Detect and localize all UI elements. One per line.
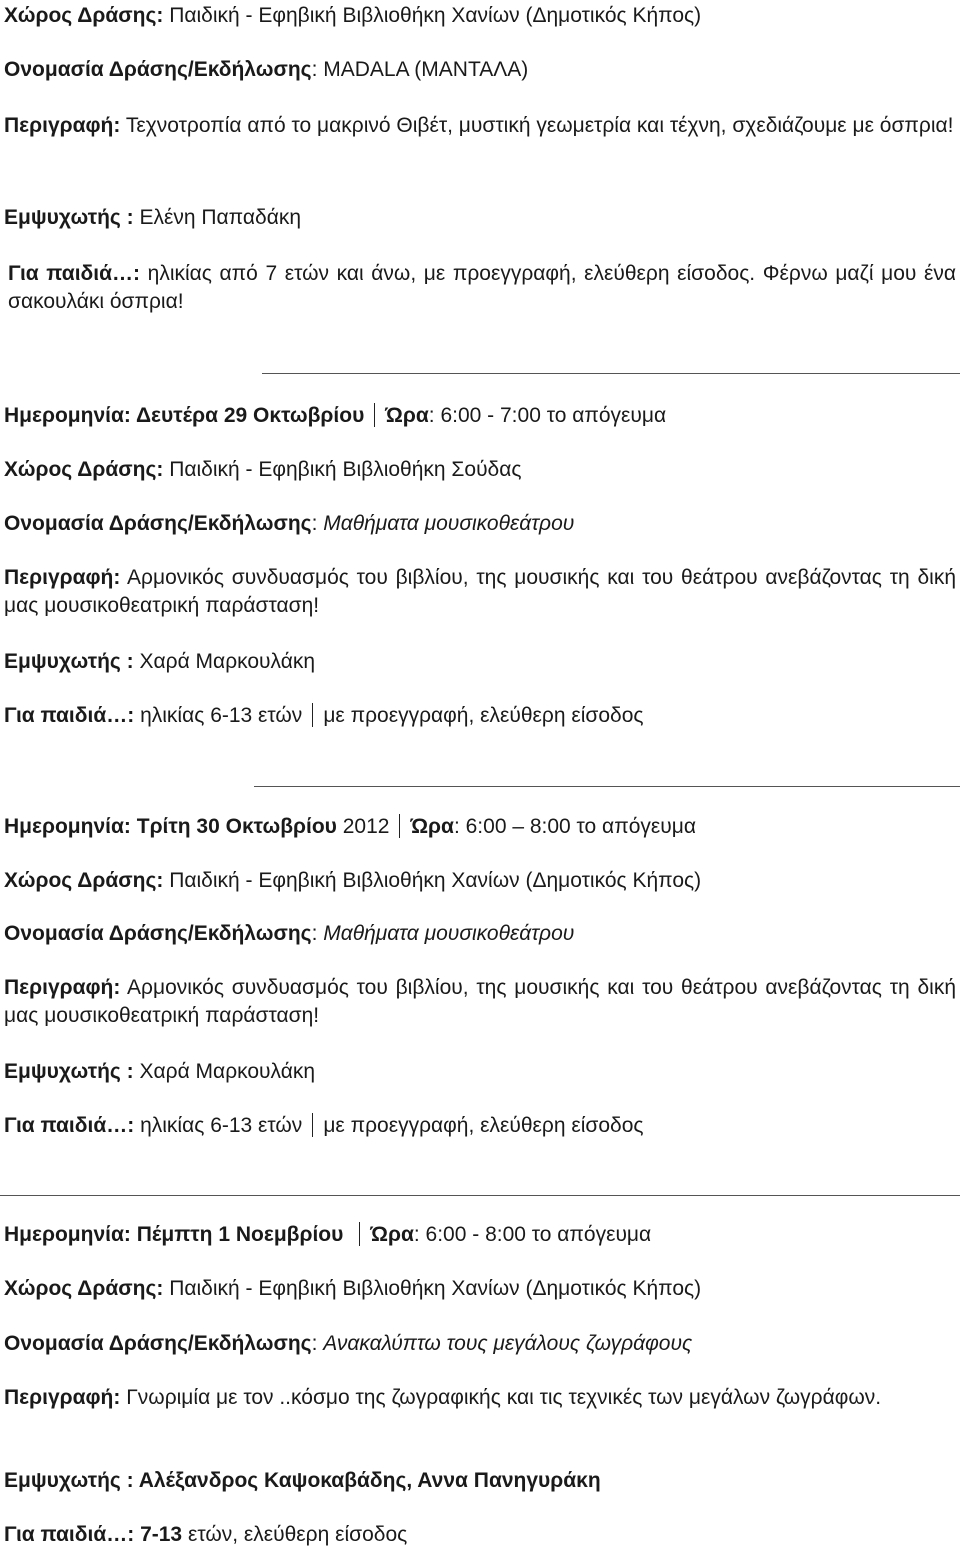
divider-bar xyxy=(399,814,400,838)
description-label: Περιγραφή: xyxy=(4,1386,121,1409)
venue-value: Παιδική - Εφηβική Βιβλιοθήκη Χανίων (Δημοτικός Κήπος) xyxy=(163,869,702,892)
event-title-value: : MADALA (ΜΑΝΤΑΛΑ) xyxy=(311,58,529,81)
host-line xyxy=(4,648,956,676)
description-line xyxy=(4,974,956,1030)
kids-line xyxy=(4,702,956,730)
time-value: : 6:00 - 7:00 το απόγευμα xyxy=(428,404,667,427)
date-label: Ημερομηνία: xyxy=(4,815,131,838)
kids-value-2: με προεγγραφή, ελεύθερη είσοδος xyxy=(323,1114,644,1137)
kids-age: 7-13 xyxy=(134,1523,183,1546)
venue-label: Χώρος Δράσης: xyxy=(4,869,164,892)
kids-value: ηλικίας από 7 ετών και άνω, με προεγγραφή, ελεύθερη είσοδος. Φέρνω μαζί μου ένα σακουλάκι όσπρια! xyxy=(8,262,956,313)
description-line xyxy=(4,1384,956,1412)
time-value: : 6:00 – 8:00 το απόγευμα xyxy=(453,815,696,838)
host-value: Ελένη Παπαδάκη xyxy=(133,206,302,229)
venue-line xyxy=(4,456,956,484)
host-value: Αλέξανδρος Καψοκαβάδης, Αννα Πανηγυράκη xyxy=(133,1469,601,1492)
divider-bar xyxy=(359,1222,360,1246)
venue-label: Χώρος Δράσης: xyxy=(4,458,164,481)
date-line xyxy=(4,1221,956,1249)
venue-line xyxy=(4,867,956,895)
venue-line xyxy=(4,1275,956,1303)
kids-label: Για παιδιά…: xyxy=(4,1114,135,1137)
venue-value: Παιδική - Εφηβική Βιβλιοθήκη Σούδας xyxy=(163,458,522,481)
event-title-value: Μαθήματα μουσικοθεάτρου xyxy=(323,922,575,945)
venue-value: Παιδική - Εφηβική Βιβλιοθήκη Χανίων (Δημοτικός Κήπος) xyxy=(163,4,702,27)
event-title-sep: : xyxy=(311,922,324,945)
venue-line xyxy=(4,2,956,30)
host-line xyxy=(4,1058,956,1086)
event-title-label: Ονομασία Δράσης/Εκδήλωσης xyxy=(4,58,312,81)
description-value: Τεχνοτροπία από το μακρινό Θιβέτ, μυστική γεωμετρία και τέχνη, σχεδιάζουμε με όσπρια! xyxy=(120,114,954,137)
kids-line xyxy=(8,260,956,316)
event-title-value: Μαθήματα μουσικοθεάτρου xyxy=(323,512,575,535)
date-year: 2012 xyxy=(336,815,390,838)
host-line xyxy=(4,204,956,232)
kids-label: Για παιδιά…: xyxy=(4,704,135,727)
separator-line xyxy=(254,786,960,787)
date-value: Πέμπτη 1 Νοεμβρίου xyxy=(130,1223,344,1246)
venue-label: Χώρος Δράσης: xyxy=(4,4,164,27)
event-title-line xyxy=(4,56,956,84)
event-title-sep: : xyxy=(311,512,324,535)
venue-label: Χώρος Δράσης: xyxy=(4,1277,164,1300)
description-line xyxy=(4,112,956,140)
event-title-value: Ανακαλύπτω τους μεγάλους ζωγράφους xyxy=(323,1332,693,1355)
kids-value-2: με προεγγραφή, ελεύθερη είσοδος xyxy=(323,704,644,727)
time-value: : 6:00 - 8:00 το απόγευμα xyxy=(413,1223,652,1246)
date-label: Ημερομηνία: xyxy=(4,404,131,427)
kids-label: Για παιδιά…: xyxy=(4,1523,135,1546)
host-value: Χαρά Μαρκουλάκη xyxy=(133,1060,316,1083)
host-label: Εμψυχωτής : xyxy=(4,650,134,673)
date-label: Ημερομηνία: xyxy=(4,1223,131,1246)
kids-line xyxy=(4,1112,956,1140)
divider-bar xyxy=(374,403,375,427)
description-value: Αρμονικός συνδυασμός του βιβλίου, της μουσικής και του θεάτρου ανεβάζοντας τη δική μας μουσικοθεατρική παράσταση! xyxy=(4,976,956,1027)
host-label: Εμψυχωτής : xyxy=(4,1060,134,1083)
venue-value: Παιδική - Εφηβική Βιβλιοθήκη Χανίων (Δημοτικός Κήπος) xyxy=(163,1277,702,1300)
event-title-label: Ονομασία Δράσης/Εκδήλωσης xyxy=(4,512,312,535)
separator-line xyxy=(262,373,960,374)
host-line xyxy=(4,1467,956,1495)
event-title-line xyxy=(4,920,956,948)
divider-bar xyxy=(312,703,313,727)
host-value: Χαρά Μαρκουλάκη xyxy=(133,650,316,673)
time-label: Ώρα xyxy=(385,404,429,427)
date-value: Δευτέρα 29 Οκτωβρίου xyxy=(130,404,365,427)
event-title-sep: : xyxy=(311,1332,324,1355)
kids-value: ηλικίας 6-13 ετών xyxy=(134,704,303,727)
kids-value: ηλικίας 6-13 ετών xyxy=(134,1114,303,1137)
description-label: Περιγραφή: xyxy=(4,976,121,999)
separator-line xyxy=(0,1195,960,1196)
date-line xyxy=(4,402,956,430)
description-value: Γνωριμία με τον ..κόσμο της ζωγραφικής και τις τεχνικές των μεγάλων ζωγράφων. xyxy=(120,1386,882,1409)
description-value: Αρμονικός συνδυασμός του βιβλίου, της μουσικής και του θεάτρου ανεβάζοντας τη δική μας μουσικοθεατρική παράσταση! xyxy=(4,566,956,617)
time-label: Ώρα xyxy=(370,1223,414,1246)
kids-label: Για παιδιά…: xyxy=(8,262,141,285)
kids-line xyxy=(4,1521,956,1549)
date-line xyxy=(4,813,956,841)
event-title-line xyxy=(4,1330,956,1358)
date-value: Τρίτη 30 Οκτωβρίου xyxy=(130,815,337,838)
time-label: Ώρα xyxy=(410,815,454,838)
kids-value: ετών, ελεύθερη είσοδος xyxy=(182,1523,408,1546)
event-title-label: Ονομασία Δράσης/Εκδήλωσης xyxy=(4,922,312,945)
host-label: Εμψυχωτής : xyxy=(4,1469,134,1492)
description-label: Περιγραφή: xyxy=(4,566,121,589)
host-label: Εμψυχωτής : xyxy=(4,206,134,229)
divider-bar xyxy=(312,1113,313,1137)
event-title-line xyxy=(4,510,956,538)
description-label: Περιγραφή: xyxy=(4,114,121,137)
event-title-label: Ονομασία Δράσης/Εκδήλωσης xyxy=(4,1332,312,1355)
description-line xyxy=(4,564,956,620)
